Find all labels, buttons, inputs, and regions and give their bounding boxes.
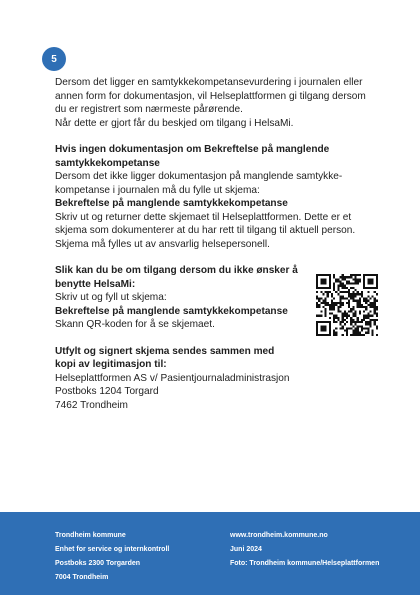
intro-paragraph: [55, 76, 375, 130]
section-mailing-address: [55, 345, 375, 413]
footer-photo-credit: Foto: Trondheim kommune/Helseplattformen: [230, 560, 380, 567]
text-line: skjema som dokumenterer at du har rett til tilgang til aktuell person.: [55, 225, 356, 236]
text-line: Dersom det ikke ligger dokumentasjon på manglende samtykke-: [55, 171, 343, 182]
text-line: Skann QR-koden for å se skjemaet.: [55, 319, 215, 330]
text-line: Når dette er gjort får du beskjed om tilgang i HelsaMi.: [55, 117, 294, 129]
address-line: Postboks 1204 Torgard: [55, 386, 159, 397]
section-heading: Hvis ingen dokumentasjon om Bekreftelse på manglende: [55, 144, 330, 155]
address-line: 7462 Trondheim: [55, 399, 128, 411]
footer-website-link[interactable]: www.trondheim.kommune.no: [230, 532, 328, 539]
footer-date: Juni 2024: [230, 546, 262, 553]
text-line: Skriv ut og fyll ut skjema:: [55, 292, 167, 303]
footer-info: [230, 529, 379, 571]
footer-line: Postboks 2300 Torgarden: [55, 560, 141, 567]
section-heading: benytte HelsaMi:: [55, 278, 136, 290]
form-name: Bekreftelse på manglende samtykkekompetanse: [55, 198, 288, 209]
text-line: Skriv ut og returner dette skjemaet til Helseplattformen. Dette er et: [55, 211, 352, 223]
text-line: kompetanse i journalen må du fylle ut skjema:: [55, 184, 260, 196]
page-number-badge: 5: [42, 47, 66, 71]
footer-organization: [55, 529, 169, 585]
footer-line: Enhet for service og internkontroll: [55, 546, 170, 553]
main-content: [55, 76, 375, 412]
footer-line: 7004 Trondheim: [55, 574, 109, 581]
footer: [0, 512, 420, 595]
qr-code-icon[interactable]: [316, 274, 378, 336]
text-line: Skjema må fylles ut av ansvarlig helsepersonell.: [55, 238, 270, 250]
section-heading: Slik kan du be om tilgang dersom du ikke ønsker å: [55, 265, 298, 276]
address-line: Helseplattformen AS v/ Pasientjournaladministrasjon: [55, 372, 290, 384]
text-line: du er registrert som nærmeste pårørende.: [55, 104, 243, 115]
footer-line: Trondheim kommune: [55, 532, 126, 539]
section-heading: samtykkekompetanse: [55, 157, 160, 169]
text-line: Dersom det ligger en samtykkekompetansevurdering i journalen eller: [55, 77, 363, 88]
section-heading: Utfylt og signert skjema sendes sammen med: [55, 345, 275, 357]
text-line: annen form for dokumentasjon, vil Helseplattformen gi tilgang dersom: [55, 90, 366, 102]
form-name: Bekreftelse på manglende samtykkekompetanse: [55, 305, 288, 317]
section-missing-documentation: [55, 143, 375, 251]
section-heading: kopi av legitimasjon til:: [55, 359, 167, 370]
